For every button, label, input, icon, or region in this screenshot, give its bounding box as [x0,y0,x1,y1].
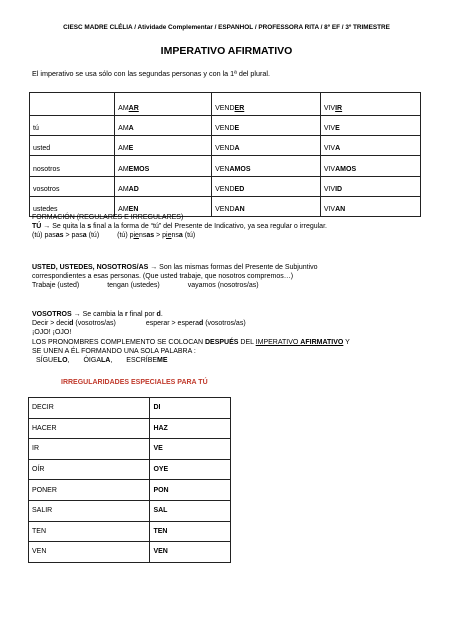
irregular-imperative: HAZ [150,418,231,439]
conj-header-ar: AMAR [115,93,212,116]
irregular-row [29,439,231,460]
page-title: IMPERATIVO AFIRMATIVO [160,45,293,57]
irregular-row [29,398,231,419]
conj-header-ir: VIVIR [320,93,420,116]
irregular-row [29,500,231,521]
conj-cell: AME [115,136,212,156]
conj-cell: VENDED [212,176,321,196]
document-header: CIESC MADRE CLÉLIA / Atividade Complementar / ESPANHOL / PROFESSORA RITA / 8º EF / 3º TRIMESTRE [63,24,390,31]
formacion-examples: (tú) pasas > pasa (tú) (tú) piensas > piensa (tú) [32,232,196,240]
irregular-infinitive: HACER [29,418,150,439]
irregular-infinitive: OÍR [29,459,150,480]
irregular-imperative: PON [150,480,231,501]
ojo-note: ¡OJO! ¡OJO! [32,329,72,337]
ustedes-rule-line2: correspondientes a esas personas. (Que usted trabaje, que nosotros compremos…) [32,273,294,281]
conj-cell: VIVID [320,176,420,196]
pronombres-rule-line2: SE UNEN A ÉL FORMANDO UNA SOLA PALABRA : [32,347,196,355]
pronombres-examples: SÍGUELO, ÓIGALA, ESCRÍBEME [36,357,168,365]
irregular-imperative: VEN [150,542,231,563]
conj-cell: VIVAN [320,196,420,216]
formacion-section [32,213,327,241]
irregular-infinitive: PONER [29,480,150,501]
irregular-heading: IRREGULARIDADES ESPECIALES PARA TÚ [61,379,208,386]
irregular-infinitive: SALIR [29,500,150,521]
irregular-row [29,542,231,563]
ustedes-rule: USTED, USTEDES, NOSOTROS/AS → Son las mismas formas del Presente de Subjuntivo [32,264,318,271]
irregular-row [29,480,231,501]
conj-header-empty [30,93,115,116]
conj-cell: VENDA [212,136,321,156]
irregular-row [29,418,231,439]
intro-text: El imperativo se usa sólo con las segundas personas y con la 1ª del plural. [32,69,270,78]
conj-person: vosotros [30,176,115,196]
ustedes-examples: Trabaje (usted) tengan (ustedes) vayamos (nosotros/as) [32,282,259,290]
pronombres-rule: LOS PRONOMBRES COMPLEMENTO SE COLOCAN DESPUÉS DEL IMPERATIVO AFIRMATIVO Y [32,338,350,346]
irregular-imperative: TEN [150,521,231,542]
conj-cell: VENAMOS [212,156,321,176]
conj-row-vosotros [30,176,421,196]
irregular-row [29,521,231,542]
conj-cell: VIVA [320,136,420,156]
irregular-imperative: DI [150,398,231,419]
irregular-infinitive: VEN [29,542,150,563]
vosotros-rule: VOSOTROS → Se cambia la r final por d. [32,311,163,318]
irregular-infinitive: DECIR [29,398,150,419]
irregular-table [28,397,231,563]
conj-cell: VENDE [212,116,321,136]
conj-cell: VIVAMOS [320,156,420,176]
vosotros-section [32,310,350,365]
irregular-infinitive: IR [29,439,150,460]
conj-cell: AMA [115,116,212,136]
conj-cell: AMEN [115,196,212,216]
conj-person: usted [30,136,115,156]
irregular-imperative: VE [150,439,231,460]
ustedes-section [32,263,318,291]
irregular-imperative: SAL [150,500,231,521]
conj-row-tu [30,116,421,136]
conj-person: nosotros [30,156,115,176]
conj-header-row [30,93,421,116]
conj-cell: VENDAN [212,196,321,216]
irregular-imperative: OYE [150,459,231,480]
conj-person: ustedes [30,196,115,216]
irregular-infinitive: TEN [29,521,150,542]
vosotros-examples: Decir > decid (vosotros/as) esperar > esperad (vosotros/as) [32,320,246,328]
conj-cell: AMEMOS [115,156,212,176]
conj-person: tú [30,116,115,136]
conj-cell: VIVE [320,116,420,136]
formacion-heading: FORMACIÓN (REGULARES E IRREGULARES) [32,214,184,221]
conjugation-table [29,92,421,217]
conj-cell: AMAD [115,176,212,196]
irregular-row [29,459,231,480]
formacion-tu-rule: TÚ → Se quita la s final a la forma de “tú” del Presente de Indicativo, ya sea regular o irregular. [32,223,327,231]
conj-header-er: VENDER [212,93,321,116]
conj-row-nosotros [30,156,421,176]
conj-row-usted [30,136,421,156]
